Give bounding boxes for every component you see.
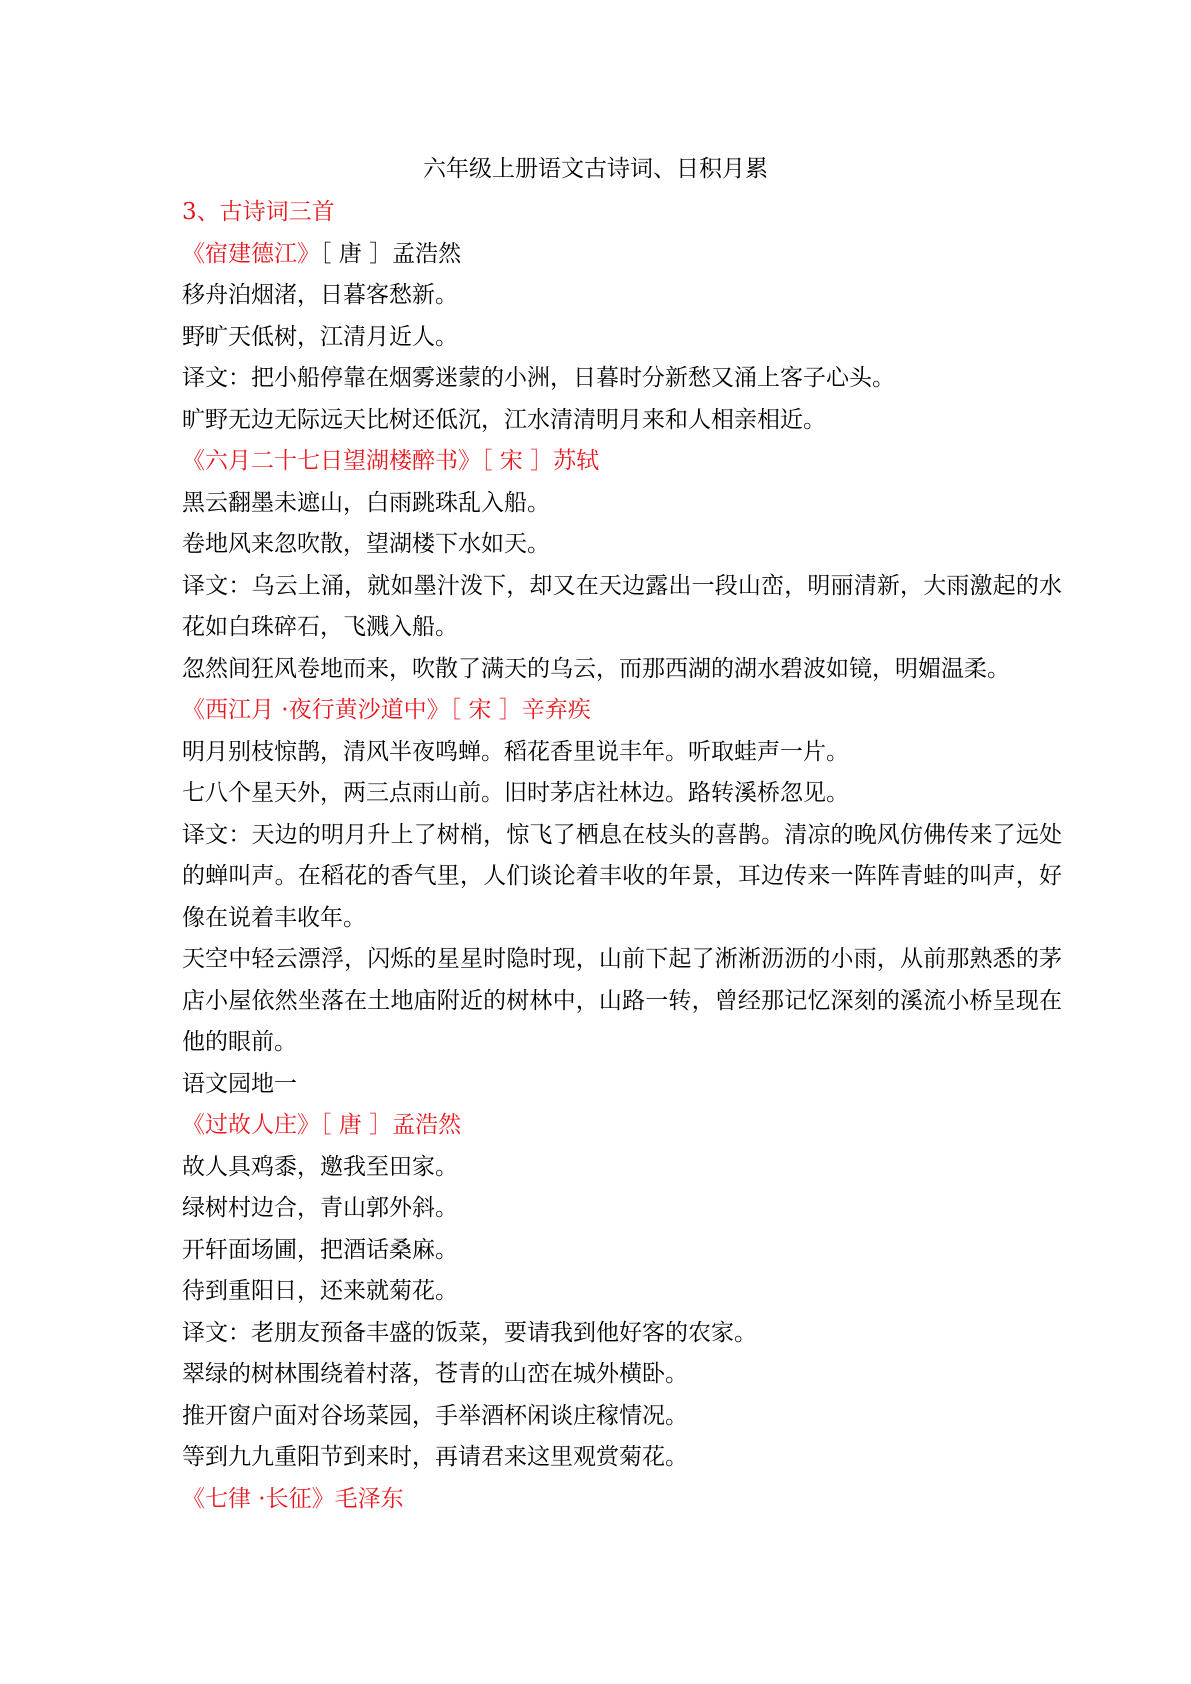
poem-line: 开轩面场圃，把酒话桑麻。 — [182, 1236, 458, 1263]
translation-paragraph: 忽然间狂风卷地而来，吹散了满天的乌云，而那西湖的湖水碧波如镜，明媚温柔。 — [182, 655, 1010, 682]
translation-paragraph: 译文：天边的明月升上了树梢，惊飞了栖息在枝头的喜鹊。清凉的晚风仿佛传来了远处的蝉叫声。在稻花的香气里，人们谈论着丰收的年景，耳边传来一阵阵青蛙的叫声，好像在说着丰收年。 — [182, 821, 1062, 931]
translation-line: 等到九九重阳节到来时，再请君来这里观赏菊花。 — [182, 1444, 688, 1470]
poem-title-wanghulou: 《六月二十七日望湖楼醉书》［ 宋 ］苏轼 — [182, 448, 600, 474]
poem-line: 野旷天低树，江清月近人。 — [182, 323, 458, 350]
poem-title-red-part: 《宿建德江》 — [182, 240, 320, 267]
translation-line: 推开窗户面对谷场菜园，手举酒杯闲谈庄稼情况。 — [182, 1402, 688, 1429]
poem-line: 七八个星天外，两三点雨山前。旧时茅店社林边。路转溪桥忽见。 — [182, 780, 849, 806]
poem-line: 绿树村边合，青山郭外斜。 — [182, 1195, 458, 1221]
poem-title-guo-guren-zhuang: 《过故人庄》［ 唐 ］孟浩然 — [182, 1112, 462, 1138]
section-heading: 3、古诗词三首 — [182, 199, 335, 225]
document-title: 六年级上册语文古诗词、日积月累 — [423, 156, 768, 182]
poem-line: 明月别枝惊鹊，清风半夜鸣蝉。稻花香里说丰年。听取蛙声一片。 — [182, 738, 849, 765]
translation-line: 翠绿的树林围绕着村落，苍青的山峦在城外横卧。 — [182, 1361, 688, 1387]
translation-paragraph: 译文：乌云上涌，就如墨汁泼下，却又在天边露出一段山峦，明丽清新，大雨激起的水花如白珠碎石，飞溅入船。 — [182, 572, 1062, 640]
poem-line: 卷地风来忽吹散，望湖楼下水如天。 — [182, 531, 550, 557]
translation-paragraph: 译文：把小船停靠在烟雾迷蒙的小洲，日暮时分新愁又涌上客子心头。 — [182, 365, 895, 391]
poem-line: 待到重阳日，还来就菊花。 — [182, 1278, 458, 1304]
poem-title-author-part: ［ 唐 ］孟浩然 — [320, 240, 462, 267]
poem-line: 移舟泊烟渚，日暮客愁新。 — [182, 282, 458, 308]
poem-title-xijiangyue: 《西江月 ·夜行黄沙道中》［ 宋 ］辛弃疾 — [182, 697, 591, 723]
translation-line: 译文：老朋友预备丰盛的饭菜，要请我到他好客的农家。 — [182, 1319, 757, 1346]
poem-line: 黑云翻墨未遮山，白雨跳珠乱入船。 — [182, 489, 550, 516]
poem-title-suxian-de-jiang — [182, 234, 1062, 276]
poem-line: 故人具鸡黍，邀我至田家。 — [182, 1153, 458, 1180]
translation-paragraph: 天空中轻云漂浮，闪烁的星星时隐时现，山前下起了淅淅沥沥的小雨，从前那熟悉的茅店小屋依然坐落在土地庙附近的树林中，山路一转，曾经那记忆深刻的溪流小桥呈现在他的眼前。 — [182, 946, 1062, 1055]
poem-title-changzheng: 《七律 ·长征》毛泽东 — [182, 1485, 404, 1512]
document-body — [182, 192, 1062, 1520]
translation-paragraph: 旷野无边无际远天比树还低沉，江水清清明月来和人相亲相近。 — [182, 406, 826, 433]
garden-heading: 语文园地一 — [182, 1070, 297, 1097]
